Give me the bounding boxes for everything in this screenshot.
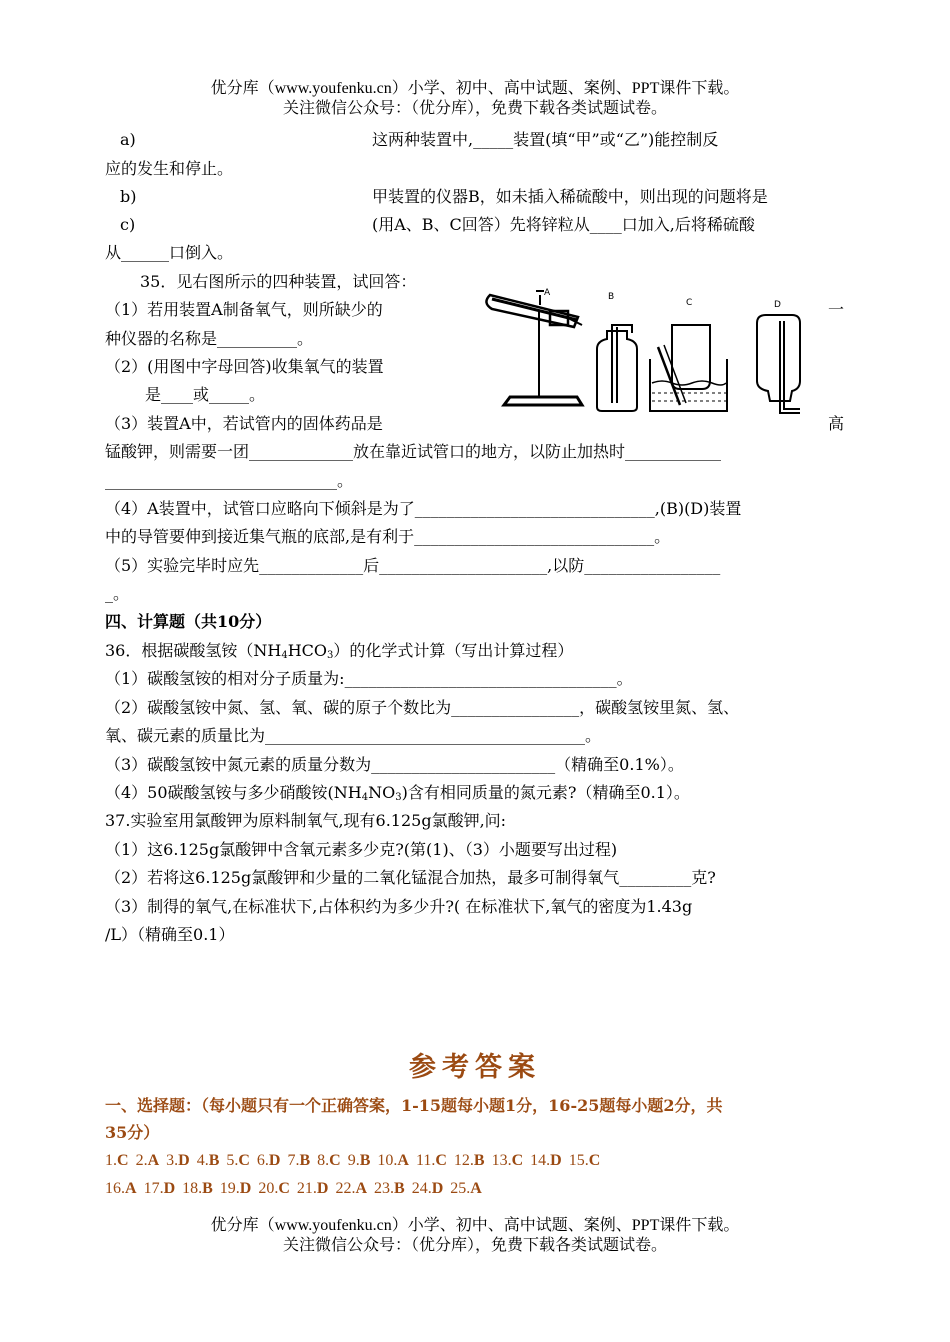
answer-item: 7.B <box>287 1152 311 1169</box>
fig-label-b: B <box>608 292 615 302</box>
answer-item: 25.A <box>450 1180 482 1197</box>
q34-b-label: b) <box>120 187 137 206</box>
apparatus-d-bottle <box>757 315 800 413</box>
answer-item: 11.C <box>415 1152 447 1169</box>
q37-p1: （1）这6.125g氯酸钾中含氧元素多少克?(第(1)、（3）小题要写出过程) <box>105 840 618 859</box>
answer-item: 1.C <box>105 1152 129 1169</box>
answer-item: 17.D <box>143 1180 176 1197</box>
answer-item: 20.C <box>258 1180 290 1197</box>
q35-p1a: （1）若用装置A制备氧气，则所缺少的 <box>105 300 383 319</box>
answer-item: 12.B <box>453 1152 485 1169</box>
q34-a-cont: 应的发生和停止。 <box>105 159 234 178</box>
q34-b-text: 甲装置的仪器B，如未插入稀硫酸中，则出现的问题将是 <box>372 187 768 206</box>
answer-item: 15.C <box>568 1152 601 1169</box>
q35-p5a: （5）实验完毕时应先_____________后_____________________,以防_________________ <box>105 556 721 575</box>
q35-p5b: _。 <box>105 584 130 603</box>
apparatus-a-stand <box>486 291 582 405</box>
answer-item: 4.B <box>196 1152 220 1169</box>
answer-item: 18.B <box>182 1180 213 1197</box>
q34-c-text: (用A、B、C回答）先将锌粒从____口加入,后将稀硫酸 <box>372 215 755 234</box>
fig-label-a: A <box>544 288 551 298</box>
q35-p2a: （2）(用图中字母回答)收集氧气的装置 <box>105 357 384 376</box>
fig-label-c: C <box>686 298 693 308</box>
apparatus-c-trough <box>650 325 727 411</box>
answer-item: 24.D <box>411 1180 444 1197</box>
answer-item: 13.C <box>491 1152 524 1169</box>
q37-p3a: （3）制得的氧气,在标准状下,占体积约为多少升?( 在标准状下,氧气的密度为1.43g <box>105 897 693 916</box>
answer-item: 2.A <box>135 1152 160 1169</box>
q34-a-text: 这两种装置中,_____装置(填“甲”或“乙”)能控制反 <box>372 130 719 149</box>
q36-stem: 36．根据碳酸氢铵$(NH_4HCO_3)$的化学式计算（写出计算过程） <box>105 641 574 661</box>
answer-item: 16.A <box>105 1180 137 1197</box>
answer-item: 21.D <box>296 1180 329 1197</box>
answer-row-1 <box>105 1152 607 1170</box>
answers-title: 参考答案 <box>409 1052 541 1083</box>
section-4-title: 四、计算题（共10分） <box>105 612 272 631</box>
q36-p2b: 氧、碳元素的质量比为________________________________________。 <box>105 726 602 745</box>
q37-p3b: /L）（精确至0.1） <box>105 925 235 944</box>
q34-a-label: a) <box>120 130 136 149</box>
q37-stem: 37.实验室用氯酸钾为原料制氧气,现有6.125g氯酸钾,问: <box>105 811 507 830</box>
answer-item: 6.D <box>256 1152 281 1169</box>
answer-item: 19.D <box>219 1180 252 1197</box>
q35-p1a-end: 一 <box>828 300 845 319</box>
answer-item: 22.A <box>335 1180 368 1197</box>
q35-p1b: 种仪器的名称是__________。 <box>105 329 314 348</box>
q35-p2b: 是____或_____。 <box>145 385 266 404</box>
answers-section-1-b: 35分） <box>105 1123 160 1142</box>
answer-item: 5.C <box>226 1152 250 1169</box>
q34-c-label: c) <box>120 215 136 234</box>
q36-p4: （4）50碳酸氢铵与多少硝酸铵$(NH_4NO_3)$含有相同质量的氮元素?（精确至0.1）。 <box>105 783 690 803</box>
q36-p3: （3）碳酸氢铵中氮元素的质量分数为_______________________（精确至0.1%）。 <box>105 755 684 774</box>
q35-p3a-end: 高 <box>828 414 845 433</box>
apparatus-b-bottle <box>597 325 637 411</box>
q35-p3a: （3）装置A中，若试管内的固体药品是 <box>105 414 383 433</box>
answer-item: 23.B <box>374 1180 405 1197</box>
q35-p3b: 锰酸钾，则需要一团_____________放在靠近试管口的地方，以防止加热时____________ <box>105 442 722 461</box>
q35-intro: 35．见右图所示的四种装置，试回答： <box>140 272 417 291</box>
header-line-2: 关注微信公众号：（优分库），免费下载各类试题试卷。 <box>282 100 667 117</box>
header-line-1: 优分库（www.youfenku.cn）小学、初中、高中试题、案例、PPT课件下载。 <box>210 80 740 97</box>
lab-apparatus-figure <box>482 285 812 420</box>
answer-row-2 <box>105 1180 489 1198</box>
answer-item: 14.D <box>530 1152 562 1169</box>
footer-line-1: 优分库（www.youfenku.cn）小学、初中、高中试题、案例、PPT课件下载。 <box>210 1217 740 1234</box>
answer-item: 10.A <box>377 1152 409 1169</box>
q36-p1: （1）碳酸氢铵的相对分子质量为:__________________________________。 <box>105 669 633 688</box>
answers-section-1-a: 一、选择题：（每小题只有一个正确答案，1-15题每小题1分，16-25题每小题2分，共 <box>105 1096 723 1115</box>
q35-p4b: 中的导管要伸到接近集气瓶的底部,是有利于______________________________。 <box>105 527 671 546</box>
answer-item: 3.D <box>166 1152 190 1169</box>
q35-p4a: （4）A装置中，试管口应略向下倾斜是为了______________________________,(B)(D)装置 <box>105 499 742 518</box>
q36-p2a: （2）碳酸氢铵中氮、氢、氧、碳的原子个数比为________________，碳酸氢铵里氮、氢、 <box>105 698 740 717</box>
answer-item: 9.B <box>347 1152 371 1169</box>
fig-label-d: D <box>774 300 781 310</box>
q37-p2: （2）若将这6.125g氯酸钾和少量的二氧化锰混合加热，最多可制得氧气_________克? <box>105 868 716 887</box>
footer-line-2: 关注微信公众号：（优分库），免费下载各类试题试卷。 <box>282 1237 667 1254</box>
q35-p3c: _____________________________。 <box>105 471 354 490</box>
q34-c-cont: 从______口倒入。 <box>105 243 234 262</box>
answer-item: 8.C <box>317 1152 341 1169</box>
